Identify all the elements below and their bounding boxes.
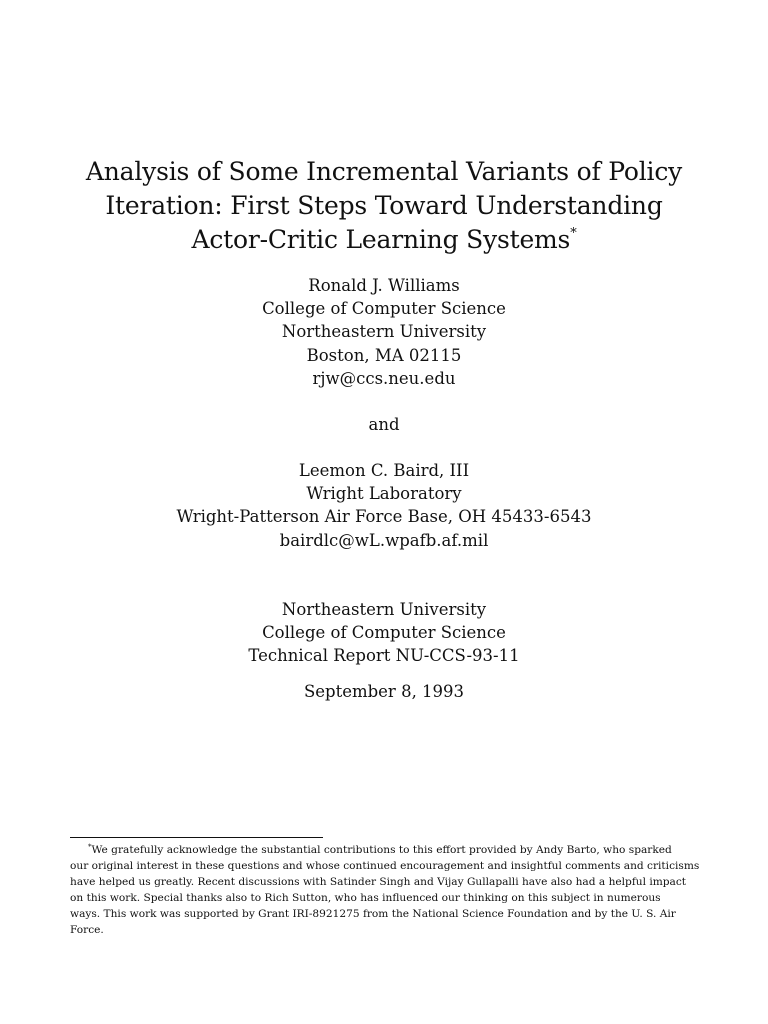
author2-email[interactable]: bairdlc@wL.wpafb.af.mil [279, 530, 489, 550]
author2-block [0, 459, 768, 552]
report-date-block [0, 680, 768, 703]
paper-title [0, 155, 768, 257]
author-conjunction [0, 413, 768, 436]
footnote-line: on this work. Special thanks also to Rich Sutton, who has influenced our thinking on this subject in numerous [70, 892, 661, 904]
author2-name: Leemon C. Baird, III [298, 461, 470, 480]
footnote-line: our original interest in these questions and whose continued encouragement and insightful comments and criticisms [70, 860, 700, 872]
footnote [70, 842, 700, 938]
author1-institution: Northeastern University [281, 322, 487, 342]
author1-dept: College of Computer Science [262, 299, 506, 319]
footnote-text: We gratefully acknowledge the substantial contributions to this effort provided by Andy Barto, who sparked [91, 844, 672, 856]
author1-email[interactable]: rjw@ccs.neu.edu [312, 368, 456, 388]
footnote-line [70, 842, 700, 858]
report-block [0, 598, 768, 668]
author1-block [0, 274, 768, 390]
title-line-text: Actor-Critic Learning Systems [191, 225, 571, 254]
report-institution: Northeastern University [281, 600, 487, 619]
footnote-mark: * [88, 843, 92, 851]
footnote-line: have helped us greatly. Recent discussions with Satinder Singh and Vijay Gullapalli have also had a helpful impact [70, 876, 687, 888]
author1-name: Ronald J. Williams [308, 276, 460, 295]
footnote-line: ways. This work was supported by Grant IRI-8921275 from the National Science Foundation and by the U. S. Air [70, 908, 676, 920]
report-date: September 8, 1993 [303, 682, 465, 701]
title-line: Iteration: First Steps Toward Understanding [105, 191, 663, 220]
report-dept: College of Computer Science [262, 623, 506, 643]
author1-address: Boston, MA 02115 [306, 345, 462, 365]
author2-dept: Wright Laboratory [306, 484, 462, 504]
report-number: Technical Report NU-CCS-93-11 [248, 646, 520, 666]
footnote-line: Force. [70, 924, 104, 936]
footnote-rule [70, 837, 323, 838]
title-line [0, 223, 768, 257]
conjunction-text: and [368, 415, 400, 434]
title-line: Analysis of Some Incremental Variants of Policy [85, 157, 683, 186]
title-footnote-mark[interactable]: * [570, 226, 577, 241]
author2-address: Wright-Patterson Air Force Base, OH 45433-6543 [176, 507, 592, 527]
